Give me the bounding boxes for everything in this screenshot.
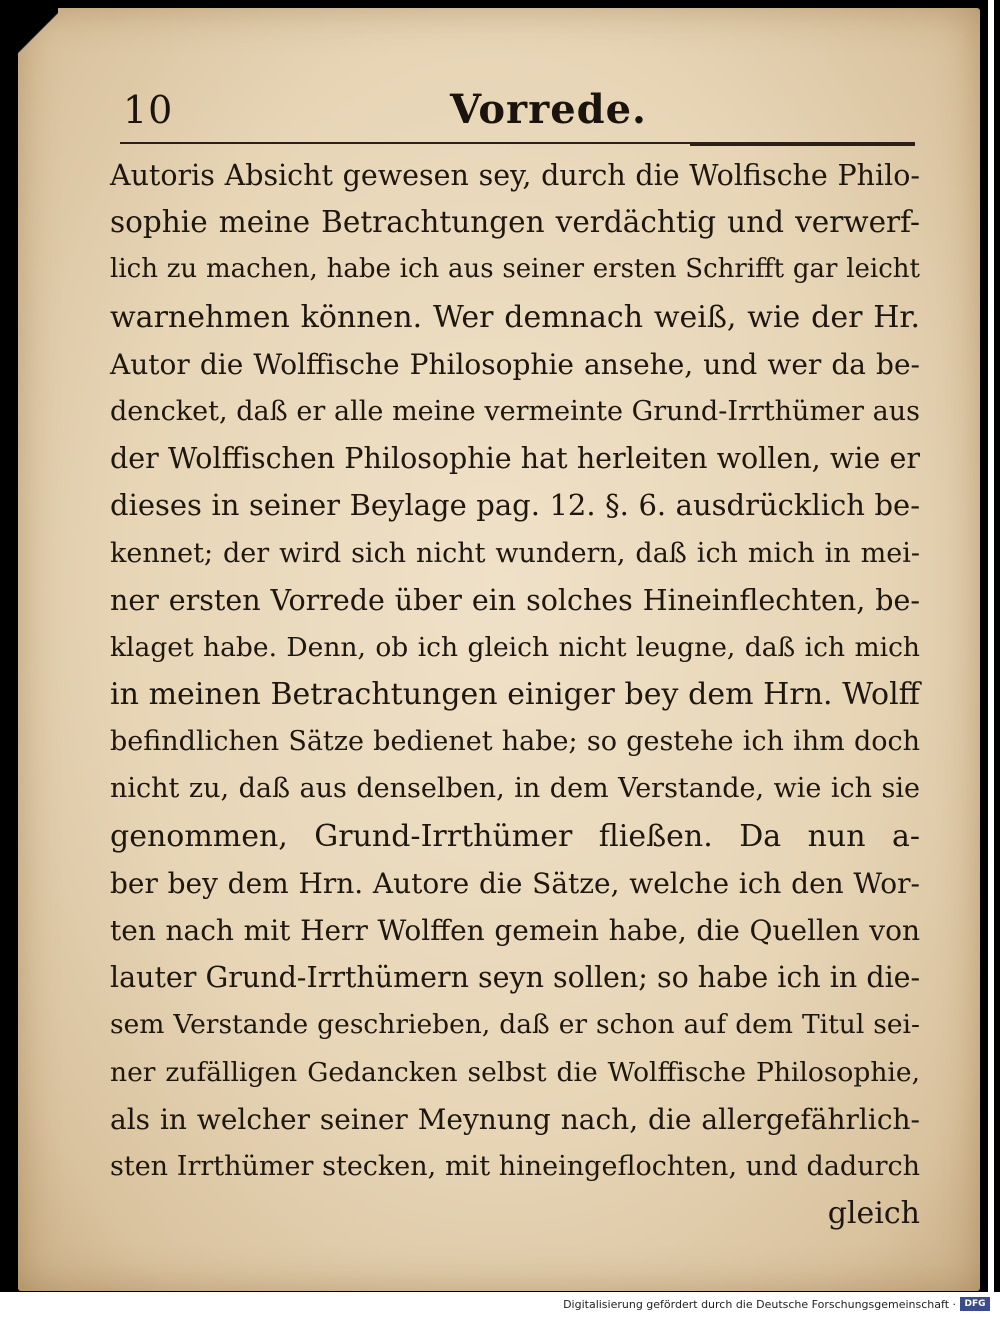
text-line: der Wolffischen Philosophie hat herleiten wollen, wie er <box>110 442 920 476</box>
text-line: ber bey dem Hrn. Autore die Sätze, welche ich den Wor- <box>110 866 920 900</box>
text-line: als in welcher seiner Meynung nach, die allergefährlich- <box>110 1102 920 1136</box>
page-edge <box>988 0 994 1292</box>
text-line: ten nach mit Herr Wolffen gemein habe, die Quellen von <box>110 914 920 947</box>
text-line: ner zufälligen Gedancken selbst die Wolffische Philosophie, <box>110 1056 920 1088</box>
text-line: genommen, Grund-Irrthümer fließen. Da nun a- <box>110 818 920 854</box>
text-line: sten Irrthümer stecken, mit hineingeflochten, und dadurch <box>110 1150 920 1182</box>
header-rule-thick <box>690 142 915 146</box>
text-line: kennet; der wird sich nicht wundern, daß ich mich in mei- <box>110 537 920 569</box>
text-line: klaget habe. Denn, ob ich gleich nicht leugne, daß ich mich <box>110 631 920 663</box>
footer-credit: Digitalisierung gefördert durch die Deutsche Forschungsgemeinschaft · <box>563 1298 956 1311</box>
header-rule-thin <box>120 142 690 144</box>
text-line: in meinen Betrachtungen einiger bey dem Hrn. Wolff <box>110 677 920 713</box>
page-number: 10 <box>123 88 174 132</box>
text-line: sophie meine Betrachtungen verdächtig und verwerf- <box>110 205 920 240</box>
text-line: Autoris Absicht gewesen sey, durch die Wolfische Philo- <box>110 159 920 192</box>
text-line: dieses in seiner Beylage pag. 12. §. 6. ausdrücklich be- <box>110 488 920 523</box>
text-line: befindlichen Sätze bedienet habe; so gestehe ich ihm doch <box>110 726 920 758</box>
text-line: ner ersten Vorrede über ein solches Hineinflechten, be- <box>110 583 920 617</box>
text-line: lich zu machen, habe ich aus seiner ersten Schrifft gar leicht <box>110 254 920 285</box>
footer-bar <box>0 1292 1000 1317</box>
dfg-logo-icon[interactable]: DFG <box>960 1297 990 1311</box>
text-line: nicht zu, daß aus denselben, in dem Verstande, wie ich sie <box>110 773 920 805</box>
header-rule <box>120 142 920 148</box>
page-corner <box>18 8 58 60</box>
running-head: Vorrede. <box>450 86 647 133</box>
page-header <box>115 88 915 134</box>
text-line: sem Verstande geschrieben, daß er schon auf dem Titul sei- <box>110 1009 920 1041</box>
text-line: dencket, daß er alle meine vermeinte Grund-Irrthümer aus <box>110 395 920 427</box>
body-text <box>110 152 920 1237</box>
text-line: warnehmen können. Wer demnach weiß, wie der Hr. <box>110 299 920 335</box>
text-line: Autor die Wolffische Philosophie ansehe, und wer da be- <box>110 347 920 381</box>
text-line: lauter Grund-Irrthümern seyn sollen; so habe ich in die- <box>110 961 921 995</box>
catchword: gleich <box>827 1196 920 1232</box>
